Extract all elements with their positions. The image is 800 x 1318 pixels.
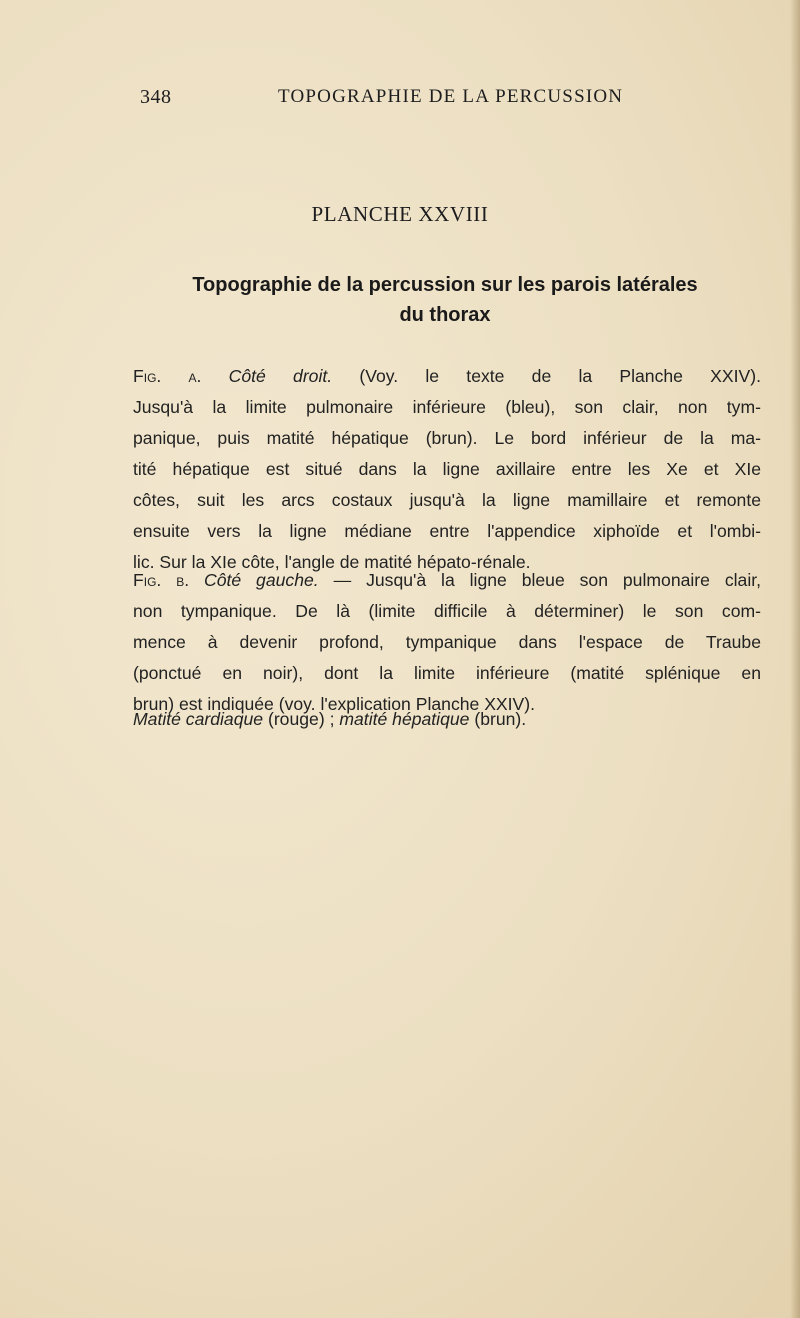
fig-b-line: — Jusqu'à la ligne bleue son pulmonaire clair, xyxy=(333,570,762,590)
fig-a-paragraph xyxy=(133,361,761,578)
running-head xyxy=(0,86,800,116)
fig-a-line: tité hépatique est situé dans la ligne axillaire entre les Xe et XIe xyxy=(133,459,761,479)
fig-b-heading: Côté gauche. xyxy=(204,570,319,590)
fig-b-line: brun) est indiquée (voy. l'explication Planche XXIV). xyxy=(133,694,536,714)
legend-desc-hepatic: (brun). xyxy=(474,709,527,729)
fig-b-first-line xyxy=(133,565,761,596)
fig-a-first-line xyxy=(133,361,761,392)
fig-a-line: ensuite vers la ligne médiane entre l'appendice xiphoïde et l'ombi- xyxy=(133,521,761,541)
page-edge-shadow xyxy=(790,0,800,1318)
fig-b-paragraph xyxy=(133,565,761,720)
legend-paragraph xyxy=(133,704,761,735)
legend-term-hepatic: matité hépatique xyxy=(339,709,470,729)
fig-a-heading: Côté droit. xyxy=(228,366,333,386)
legend-desc-cardiac: (rouge) ; xyxy=(267,709,335,729)
fig-b-label: Fig. b. xyxy=(133,570,190,590)
fig-a-line: côtes, suit les arcs costaux jusqu'à la ligne mamillaire et remonte xyxy=(133,490,761,510)
legend-line xyxy=(133,704,761,735)
fig-b-line: (ponctué en noir), dont la limite inférieure (matité splénique en xyxy=(133,663,761,683)
main-title xyxy=(130,270,760,330)
fig-a-label: Fig. a. xyxy=(133,366,202,386)
fig-b-line: non tympanique. De là (limite difficile à déterminer) le son com- xyxy=(133,601,761,621)
main-title-line-2: du thorax xyxy=(399,304,491,326)
legend-term-cardiac: Matité cardiaque xyxy=(133,709,264,729)
fig-a-line: panique, puis matité hépatique (brun). Le bord inférieur de la ma- xyxy=(133,428,761,448)
fig-a-line: lic. Sur la XIe côte, l'angle de matité hépato-rénale. xyxy=(133,552,531,572)
fig-b-line: mence à devenir profond, tympanique dans l'espace de Traube xyxy=(133,632,761,652)
fig-a-line: Jusqu'à la limite pulmonaire inférieure (bleu), son clair, non tym- xyxy=(133,397,761,417)
page-number: 348 xyxy=(140,86,172,108)
main-title-line-1: Topographie de la percussion sur les parois latérales xyxy=(192,274,698,296)
running-head-title: TOPOGRAPHIE DE LA PERCUSSION xyxy=(278,86,624,107)
fig-a-line: (Voy. le texte de la Planche XXIV). xyxy=(359,366,762,386)
plate-title: PLANCHE XXVIII xyxy=(311,202,489,226)
